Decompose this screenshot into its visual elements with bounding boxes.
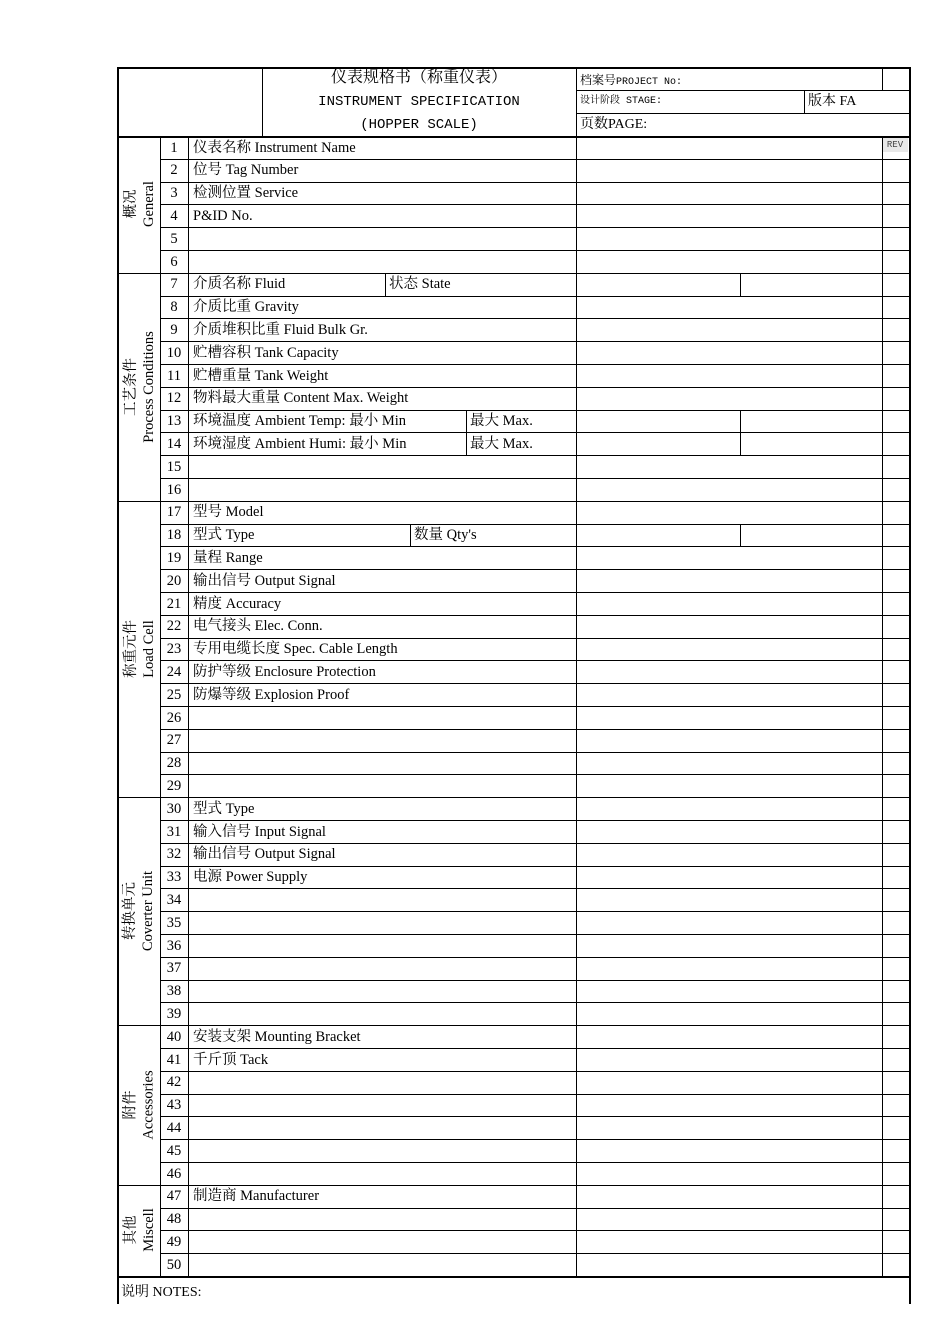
- column-divider: [882, 136, 883, 1276]
- row-divider: [160, 797, 909, 798]
- row-number: 43: [166, 1097, 182, 1114]
- header-divider: [576, 90, 909, 91]
- cell-divider: [740, 273, 741, 296]
- section-label: [119, 501, 160, 797]
- row-number: 12: [166, 390, 182, 407]
- header-divider: [576, 113, 909, 114]
- row-label: 型式 Type: [193, 800, 255, 817]
- row-divider: [160, 387, 909, 388]
- row-number: 27: [166, 732, 182, 749]
- row-divider: [160, 1002, 909, 1003]
- row-number: 20: [166, 572, 182, 589]
- section-label-cn: 概况: [122, 189, 139, 219]
- row-divider: [160, 1253, 909, 1254]
- row-divider: [160, 1116, 909, 1117]
- title-cn: 仪表规格书（称重仪表）: [330, 69, 507, 86]
- section-divider: [117, 273, 160, 274]
- section-label-cn: 工艺条件: [122, 357, 139, 416]
- row-label: 环境湿度 Ambient Humi: 最小 Min: [193, 435, 407, 452]
- row-label: 介质名称 Fluid: [193, 276, 286, 293]
- row-divider: [160, 706, 909, 707]
- header-divider: [262, 67, 263, 136]
- row-number: 36: [166, 937, 182, 954]
- section-label: [119, 797, 160, 1025]
- row-number: 31: [166, 823, 182, 840]
- row-label: 电源 Power Supply: [193, 869, 308, 886]
- row-number: 26: [166, 709, 182, 726]
- frame-right: [909, 67, 911, 1304]
- row-label: 介质比重 Gravity: [193, 299, 299, 316]
- row-number: 24: [166, 663, 182, 680]
- section-label-en: Miscell: [140, 1208, 157, 1253]
- frame-left: [117, 67, 119, 1304]
- row-divider: [160, 615, 909, 616]
- row-divider: [160, 432, 909, 433]
- cell-divider: [466, 432, 467, 455]
- project-label: [580, 71, 682, 92]
- row-label: 仪表名称 Instrument Name: [193, 139, 356, 156]
- stage-label: 设计阶段 STAGE:: [580, 96, 663, 107]
- row-number: 37: [166, 960, 182, 977]
- row-number: 1: [170, 139, 178, 156]
- section-divider: [117, 1185, 160, 1186]
- row-divider: [160, 410, 909, 411]
- row-number: 49: [166, 1233, 182, 1250]
- row-divider: [160, 729, 909, 730]
- section-label-en: Coverter Unit: [140, 871, 157, 952]
- section-label-cn: 称重元件: [122, 619, 139, 678]
- row-number: 21: [166, 595, 182, 612]
- row-divider: [160, 820, 909, 821]
- row-divider: [160, 888, 909, 889]
- row-label: 贮槽容积 Tank Capacity: [193, 344, 339, 361]
- section-divider: [117, 1025, 160, 1026]
- notes-label: 说明 NOTES:: [121, 1285, 202, 1300]
- row-number: 5: [170, 230, 178, 247]
- row-number: 15: [166, 458, 182, 475]
- row-divider: [160, 1071, 909, 1072]
- row-label: 输入信号 Input Signal: [193, 823, 326, 840]
- row-label-secondary: 状态 State: [389, 276, 451, 293]
- section-label-cn: 附件: [122, 1090, 139, 1120]
- section-label-en: Load Cell: [140, 620, 157, 678]
- body-bottom: [117, 1276, 911, 1278]
- section-label: [119, 136, 160, 273]
- row-divider: [160, 478, 909, 479]
- header-divider: [804, 90, 805, 113]
- cell-divider: [466, 410, 467, 433]
- row-number: 19: [166, 549, 182, 566]
- row-number: 35: [166, 914, 182, 931]
- row-label: 电气接头 Elec. Conn.: [193, 618, 323, 635]
- row-number: 45: [166, 1142, 182, 1159]
- row-number: 50: [166, 1256, 182, 1273]
- row-label: 输出信号 Output Signal: [193, 572, 336, 589]
- row-divider: [160, 501, 909, 502]
- row-divider: [160, 159, 909, 160]
- section-label-text: [122, 181, 158, 227]
- section-label-en: General: [140, 181, 157, 228]
- section-label-text: [122, 1070, 158, 1139]
- title-en: INSTRUMENT SPECIFICATION: [318, 94, 520, 110]
- row-number: 17: [166, 504, 182, 521]
- row-number: 18: [166, 527, 182, 544]
- row-divider: [160, 250, 909, 251]
- row-divider: [160, 204, 909, 205]
- header-divider: [882, 67, 883, 90]
- row-label-secondary: 最大 Max.: [470, 435, 533, 452]
- row-divider: [160, 660, 909, 661]
- row-number: 33: [166, 869, 182, 886]
- row-divider: [160, 227, 909, 228]
- row-number: 46: [166, 1165, 182, 1182]
- row-number: 38: [166, 983, 182, 1000]
- row-number: 6: [170, 253, 178, 270]
- section-label-en: Accessories: [140, 1070, 157, 1140]
- row-label: 防爆等级 Explosion Proof: [193, 686, 350, 703]
- row-label: P&ID No.: [193, 207, 253, 224]
- row-number: 16: [166, 481, 182, 498]
- column-divider: [576, 136, 577, 1276]
- row-divider: [160, 569, 909, 570]
- row-divider: [160, 1208, 909, 1209]
- row-label: 物料最大重量 Content Max. Weight: [193, 390, 409, 407]
- row-number: 30: [166, 800, 182, 817]
- row-number: 28: [166, 755, 182, 772]
- row-label: 防护等级 Enclosure Protection: [193, 663, 376, 680]
- row-number: 9: [170, 321, 178, 338]
- section-label: [119, 1185, 160, 1276]
- row-number: 14: [166, 435, 182, 452]
- row-label-secondary: 最大 Max.: [470, 413, 533, 430]
- row-divider: [160, 524, 909, 525]
- row-number: 13: [166, 413, 182, 430]
- column-divider: [160, 136, 161, 1276]
- row-divider: [160, 1230, 909, 1231]
- cell-divider: [740, 524, 741, 547]
- section-label-text: [122, 620, 158, 678]
- project-label-en: PROJECT No:: [616, 77, 683, 88]
- row-label: 型式 Type: [193, 527, 255, 544]
- row-divider: [160, 638, 909, 639]
- row-label: 制造商 Manufacturer: [193, 1188, 320, 1205]
- row-number: 39: [166, 1005, 182, 1022]
- row-divider: [160, 1185, 909, 1186]
- row-label: 环境温度 Ambient Temp: 最小 Min: [193, 413, 406, 430]
- row-divider: [160, 980, 909, 981]
- row-number: 40: [166, 1028, 182, 1045]
- cell-divider: [740, 432, 741, 455]
- row-divider: [160, 957, 909, 958]
- row-divider: [160, 273, 909, 274]
- row-divider: [160, 843, 909, 844]
- row-number: 8: [170, 299, 178, 316]
- row-label: 量程 Range: [193, 549, 263, 566]
- row-divider: [160, 455, 909, 456]
- row-divider: [160, 318, 909, 319]
- row-divider: [160, 364, 909, 365]
- row-divider: [160, 934, 909, 935]
- section-label-cn: 其他: [122, 1215, 139, 1245]
- section-label: [119, 273, 160, 501]
- section-label-text: [122, 1209, 158, 1253]
- row-number: 47: [166, 1188, 182, 1205]
- section-label-cn: 转换单元: [122, 882, 139, 941]
- row-label: 介质堆积比重 Fluid Bulk Gr.: [193, 321, 368, 338]
- row-number: 2: [170, 162, 178, 179]
- row-divider: [160, 774, 909, 775]
- rev-label: REV: [882, 138, 908, 152]
- row-number: 44: [166, 1119, 182, 1136]
- row-label-secondary: 数量 Qty's: [414, 527, 477, 544]
- row-divider: [160, 866, 909, 867]
- row-number: 42: [166, 1074, 182, 1091]
- cell-divider: [385, 273, 386, 296]
- row-label: 专用电缆长度 Spec. Cable Length: [193, 641, 398, 658]
- row-divider: [160, 296, 909, 297]
- row-number: 11: [167, 367, 181, 384]
- row-label: 贮槽重量 Tank Weight: [193, 367, 329, 384]
- row-divider: [160, 546, 909, 547]
- row-number: 23: [166, 641, 182, 658]
- row-number: 34: [166, 891, 182, 908]
- row-divider: [160, 1025, 909, 1026]
- section-label-text: [122, 331, 158, 443]
- row-label: 检测位置 Service: [193, 185, 299, 202]
- row-label: 型号 Model: [193, 504, 264, 521]
- section-divider: [117, 797, 160, 798]
- project-label-cn: 档案号: [580, 73, 617, 87]
- row-number: 29: [166, 777, 182, 794]
- row-number: 25: [166, 686, 182, 703]
- page-label: 页数PAGE:: [580, 117, 648, 132]
- row-divider: [160, 1162, 909, 1163]
- cell-divider: [410, 524, 411, 547]
- row-divider: [160, 1094, 909, 1095]
- row-label: 位号 Tag Number: [193, 162, 299, 179]
- row-divider: [160, 752, 909, 753]
- row-divider: [160, 592, 909, 593]
- row-divider: [160, 341, 909, 342]
- row-label: 精度 Accuracy: [193, 595, 282, 612]
- row-number: 41: [166, 1051, 182, 1068]
- row-label: 安装支架 Mounting Bracket: [193, 1028, 361, 1045]
- row-number: 22: [166, 618, 182, 635]
- row-number: 3: [170, 185, 178, 202]
- header-bottom: [117, 136, 911, 138]
- frame-top: [117, 67, 911, 69]
- title-sub: (HOPPER SCALE): [360, 117, 478, 133]
- row-divider: [160, 911, 909, 912]
- row-number: 4: [170, 207, 178, 224]
- row-number: 7: [170, 276, 178, 293]
- section-label-en: Process Conditions: [140, 331, 157, 443]
- row-number: 48: [166, 1211, 182, 1228]
- column-divider: [188, 136, 189, 1276]
- header-divider: [576, 67, 577, 136]
- row-divider: [160, 1048, 909, 1049]
- cell-divider: [740, 410, 741, 433]
- row-number: 32: [166, 846, 182, 863]
- row-label: 千斤顶 Tack: [193, 1051, 269, 1068]
- section-label: [119, 1025, 160, 1185]
- section-divider: [117, 501, 160, 502]
- row-divider: [160, 1139, 909, 1140]
- row-divider: [160, 683, 909, 684]
- row-divider: [160, 182, 909, 183]
- version-label: 版本 FA: [808, 94, 857, 109]
- row-label: 输出信号 Output Signal: [193, 846, 336, 863]
- row-number: 10: [166, 344, 182, 361]
- section-label-text: [122, 871, 158, 951]
